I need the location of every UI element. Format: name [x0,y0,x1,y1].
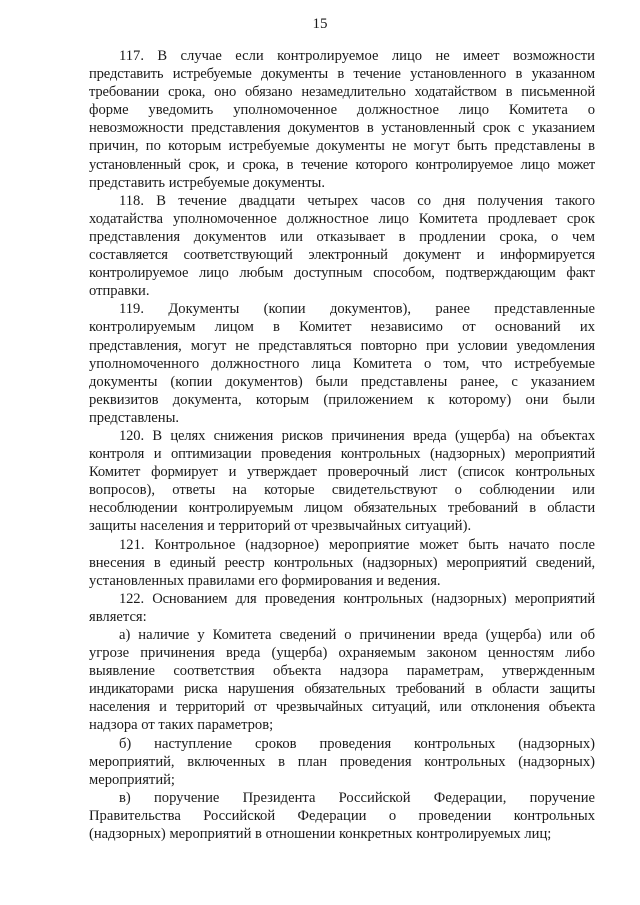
text-line: 117. В случае если контролируемое лицо не имеет возможности [119,48,595,64]
text-line: мероприятий, включенных в план проведения контрольных (надзорных) [89,753,595,770]
text-line: несоблюдении контролируемым лицом обязательных требований в области [89,500,595,517]
text-line: контролируемым лицом в Комитет независимо от оснований их [89,319,595,336]
text-line: составляется соответствующий электронный документ и информируется [89,247,595,264]
text-line: 122. Основанием для проведения контрольных (надзорных) мероприятий [119,590,595,607]
text-line: в) поручение Президента Российской Федерации, поручение [119,789,595,806]
paragraph-122-item-b [89,735,595,789]
paragraph-122 [89,590,595,626]
text-line: установленный срок, и срока, в течение которого контролируемое лицо может [89,156,595,173]
text-line: Правительства Российской Федерации о проведении контрольных [89,807,595,824]
text-line: является: [89,608,147,625]
text-line: вопросов), ответы на которые свидетельствуют о соблюдении или [89,482,595,499]
paragraph-118 [89,192,595,301]
text-line: уполномоченного должностного лица Комитета о том, что истребуемые [89,355,595,372]
text-line: отправки. [89,283,150,300]
text-line: представить истребуемые документы. [89,174,326,191]
paragraph-120 [89,427,595,536]
text-line: ходатайства уполномоченное должностное лицо Комитета продлевает срок [89,210,595,227]
paragraph-122-item-a [89,626,595,735]
text-line: населения и территорий от чрезвычайных ситуаций, или отклонения объекта [89,699,595,716]
text-line: мероприятий; [89,771,175,788]
text-line: Комитет формирует и утверждает проверочный лист (список контрольных [89,464,595,481]
text-line: контролируемое лицо любым доступным способом, подтверждающим факт [89,265,595,282]
paragraph-122-item-c [89,789,595,843]
text-line: (надзорных) мероприятий в отношении конкретных контролируемых лиц; [89,826,552,843]
paragraph-121 [89,536,595,590]
text-line: внесения в единый реестр контрольных (надзорных) мероприятий сведений, [89,554,595,571]
text-line: представления документов или отказывает в продлении срока, о чем [89,228,595,245]
text-line: причин, по которым истребуемые документы не могут быть представлены в [89,138,595,155]
text-line: 118. В течение двадцати четырех часов со дня получения такого [119,192,595,209]
text-line: а) наличие у Комитета сведений о причинении вреда (ущерба) или об [119,627,595,643]
text-line: б) наступление сроков проведения контрольных (надзорных) [119,735,595,752]
paragraph-119 [89,300,595,427]
paragraph-117 [89,47,595,192]
text-line: индикаторами риска нарушения обязательных требований в области защиты [89,681,595,698]
text-line: угрозе причинения вреда (ущерба) охраняемым законом ценностям либо [89,645,595,662]
text-line: 119. Документы (копии документов), ранее представленные [119,301,595,318]
text-line: установленных правилами его формирования и ведения. [89,572,441,589]
text-line: представления, могут не представляться повторно при условии уведомления [89,337,595,354]
text-line: 120. В целях снижения рисков причинения вреда (ущерба) на объектах [119,427,595,444]
text-line: представлены. [89,409,180,426]
document-body [89,47,595,843]
text-line: реквизитов документа, которым (приложением к которому) они были [89,391,595,408]
text-line: форме уведомить уполномоченное должностное лицо Комитета о [89,102,595,119]
text-line: защиты населения и территорий от чрезвычайных ситуаций). [89,518,472,535]
text-line: 121. Контрольное (надзорное) мероприятие может быть начато после [119,536,595,553]
text-line: представить истребуемые документы в течение установленного в указанном [89,66,595,83]
text-line: документы (копии документов) были представлены ранее, с указанием [89,373,595,390]
text-line: надзора от таких параметров; [89,717,274,734]
page-number: 15 [312,16,328,32]
text-line: невозможности представления документов в установленный срок с указанием [89,120,595,137]
text-line: контроля и оптимизации проведения контрольных (надзорных) мероприятий [89,446,595,463]
text-line: требовании срока, оно обязано незамедлительно ходатайством в письменной [89,84,595,101]
text-line: выявление соответствия объекта надзора параметрам, утвержденным [89,663,595,680]
